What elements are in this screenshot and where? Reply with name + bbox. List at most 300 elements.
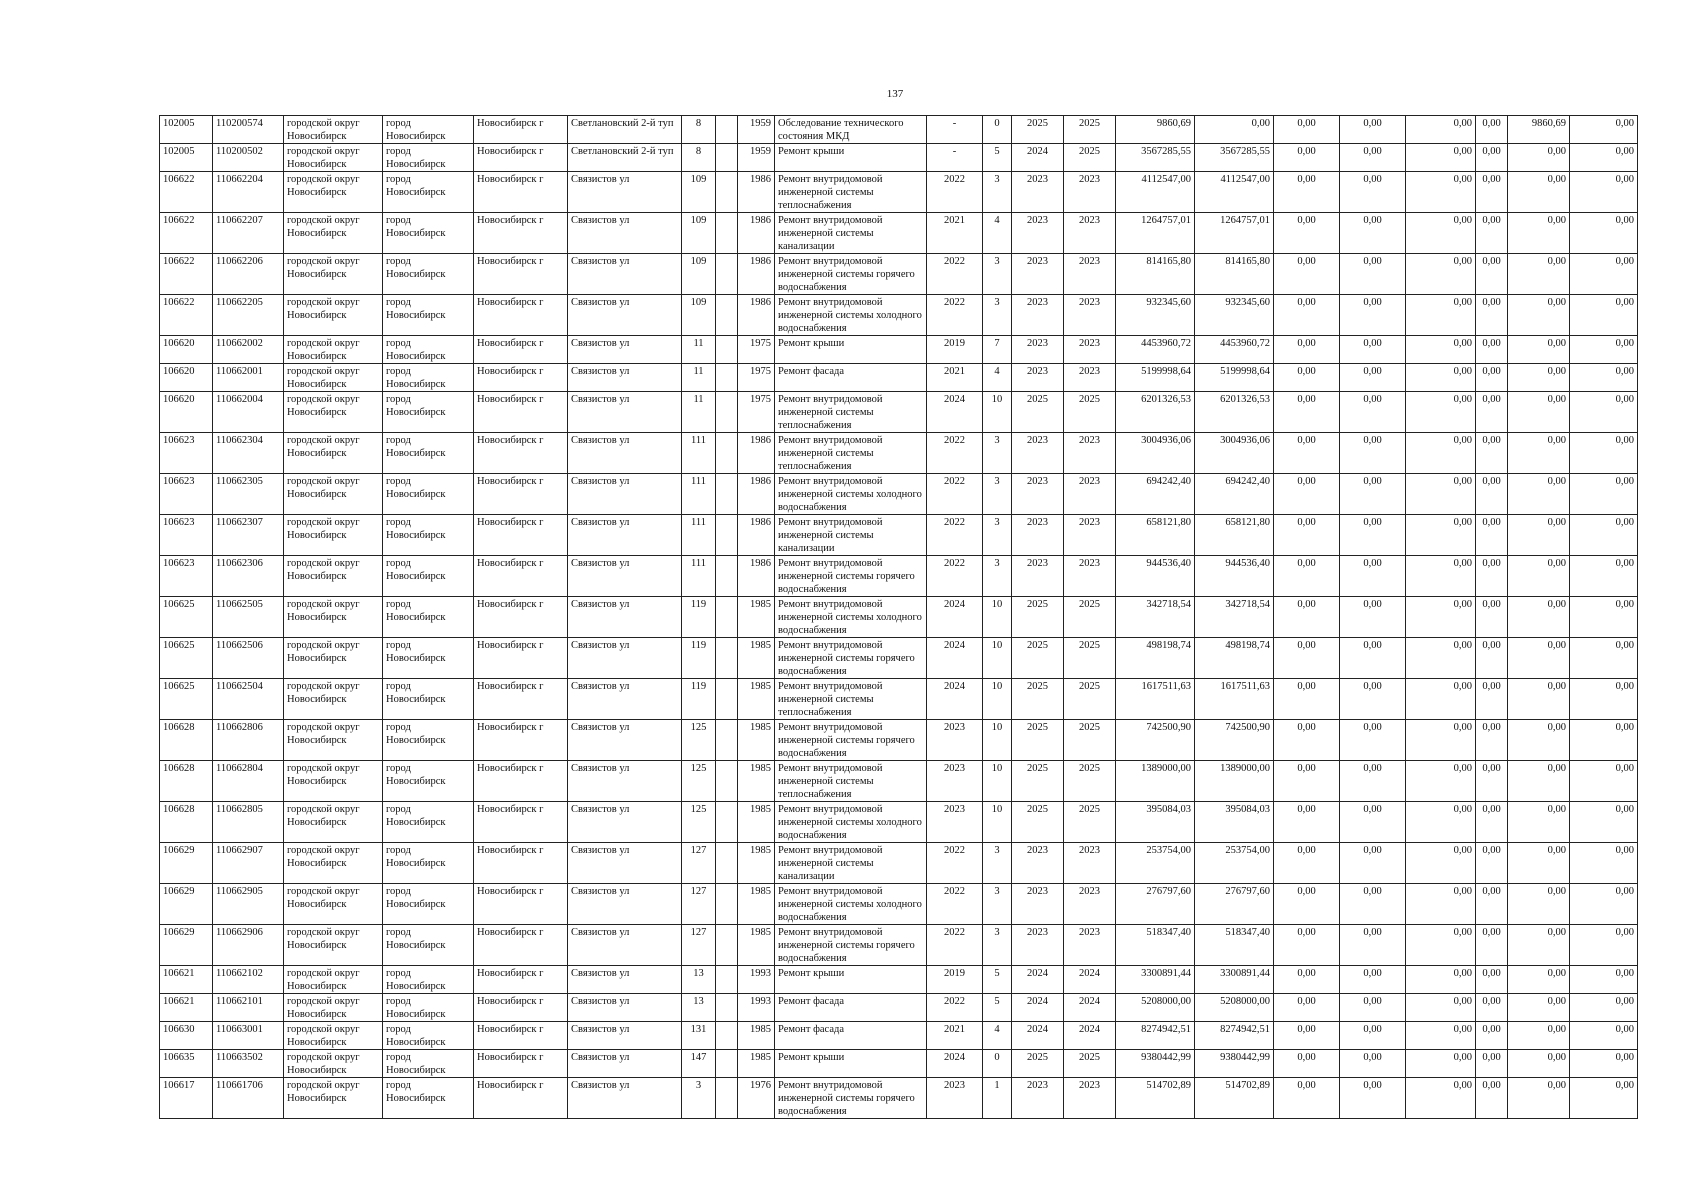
cell-budget-regional: 0,00 xyxy=(1340,1078,1406,1119)
cell-work-type: Ремонт внутридомовой инженерной системы канализации xyxy=(775,515,927,556)
cell-other-funds: 0,00 xyxy=(1476,474,1508,515)
cell-house-id: 102005 xyxy=(160,144,213,172)
cell-built-year: 1986 xyxy=(738,295,775,336)
cell-house-number: 111 xyxy=(682,474,716,515)
cell-total-cost: 4112547,00 xyxy=(1116,172,1195,213)
cell-street: Связистов ул xyxy=(568,515,682,556)
cell-term: 3 xyxy=(983,295,1012,336)
cell-planned-year: 2024 xyxy=(927,597,983,638)
cell-planned-year: - xyxy=(927,116,983,144)
cell-building xyxy=(716,213,738,254)
cell-budget-regional: 0,00 xyxy=(1340,213,1406,254)
cell-budget-local: 0,00 xyxy=(1406,295,1476,336)
cell-locality: Новосибирск г xyxy=(474,679,568,720)
cell-planned-year: 2024 xyxy=(927,1050,983,1078)
cell-budget-local: 0,00 xyxy=(1406,433,1476,474)
cell-house-number: 119 xyxy=(682,638,716,679)
cell-planned-year: 2023 xyxy=(927,802,983,843)
cell-start-year: 2023 xyxy=(1012,336,1064,364)
cell-municipal-district: городской округ Новосибирск xyxy=(284,925,383,966)
cell-settlement: город Новосибирск xyxy=(383,295,474,336)
cell-street: Связистов ул xyxy=(568,925,682,966)
cell-work-id: 110662004 xyxy=(213,392,284,433)
table-row xyxy=(160,116,1638,144)
cell-owners-funds: 0,00 xyxy=(1508,925,1570,966)
cell-building xyxy=(716,254,738,295)
cell-locality: Новосибирск г xyxy=(474,515,568,556)
cell-house-id: 106617 xyxy=(160,1078,213,1119)
cell-other-funds: 0,00 xyxy=(1476,392,1508,433)
cell-municipal-district: городской округ Новосибирск xyxy=(284,474,383,515)
cell-budget-local: 0,00 xyxy=(1406,556,1476,597)
cell-settlement: город Новосибирск xyxy=(383,254,474,295)
cell-work-type: Ремонт внутридомовой инженерной системы горячего водоснабжения xyxy=(775,254,927,295)
cell-budget-regional: 0,00 xyxy=(1340,994,1406,1022)
cell-municipal-district: городской округ Новосибирск xyxy=(284,1050,383,1078)
cell-built-year: 1975 xyxy=(738,392,775,433)
cell-owners-funds: 0,00 xyxy=(1508,364,1570,392)
cell-reserve: 0,00 xyxy=(1570,994,1638,1022)
cell-municipal-district: городской округ Новосибирск xyxy=(284,213,383,254)
cell-settlement: город Новосибирск xyxy=(383,144,474,172)
cell-municipal-district: городской округ Новосибирск xyxy=(284,254,383,295)
cell-owners-funds: 9860,69 xyxy=(1508,116,1570,144)
cell-term: 5 xyxy=(983,994,1012,1022)
cell-budget-regional: 0,00 xyxy=(1340,515,1406,556)
cell-reserve: 0,00 xyxy=(1570,1050,1638,1078)
cell-street: Связистов ул xyxy=(568,213,682,254)
cell-end-year: 2025 xyxy=(1064,679,1116,720)
cell-locality: Новосибирск г xyxy=(474,116,568,144)
cell-street: Связистов ул xyxy=(568,336,682,364)
cell-reserve: 0,00 xyxy=(1570,515,1638,556)
cell-owners-funds: 0,00 xyxy=(1508,144,1570,172)
cell-start-year: 2023 xyxy=(1012,254,1064,295)
cell-reserve: 0,00 xyxy=(1570,966,1638,994)
cell-owners-funds: 0,00 xyxy=(1508,172,1570,213)
cell-budget-local: 0,00 xyxy=(1406,1050,1476,1078)
cell-other-funds: 0,00 xyxy=(1476,172,1508,213)
cell-term: 10 xyxy=(983,761,1012,802)
cell-street: Связистов ул xyxy=(568,638,682,679)
cell-end-year: 2023 xyxy=(1064,172,1116,213)
cell-house-id: 106623 xyxy=(160,433,213,474)
cell-term: 10 xyxy=(983,679,1012,720)
cell-term: 10 xyxy=(983,638,1012,679)
cell-budget-local: 0,00 xyxy=(1406,802,1476,843)
cell-building xyxy=(716,761,738,802)
cell-reserve: 0,00 xyxy=(1570,884,1638,925)
cell-house-number: 8 xyxy=(682,116,716,144)
cell-budget-regional: 0,00 xyxy=(1340,884,1406,925)
cell-term: 3 xyxy=(983,925,1012,966)
cell-built-year: 1985 xyxy=(738,843,775,884)
cell-building xyxy=(716,1050,738,1078)
cell-total-cost: 3300891,44 xyxy=(1116,966,1195,994)
cell-reserve: 0,00 xyxy=(1570,597,1638,638)
cell-work-type: Ремонт внутридомовой инженерной системы теплоснабжения xyxy=(775,172,927,213)
cell-planned-year: 2022 xyxy=(927,172,983,213)
cell-planned-year: 2022 xyxy=(927,843,983,884)
cell-settlement: город Новосибирск xyxy=(383,433,474,474)
cell-owners-funds: 0,00 xyxy=(1508,1022,1570,1050)
cell-start-year: 2023 xyxy=(1012,364,1064,392)
cell-locality: Новосибирск г xyxy=(474,802,568,843)
cell-municipal-district: городской округ Новосибирск xyxy=(284,1078,383,1119)
cell-end-year: 2025 xyxy=(1064,638,1116,679)
cell-budget-local: 0,00 xyxy=(1406,336,1476,364)
cell-street: Связистов ул xyxy=(568,966,682,994)
cell-work-type: Ремонт внутридомовой инженерной системы теплоснабжения xyxy=(775,761,927,802)
cell-end-year: 2025 xyxy=(1064,116,1116,144)
cell-street: Связистов ул xyxy=(568,597,682,638)
cell-planned-year: 2022 xyxy=(927,994,983,1022)
cell-fund-cost: 5199998,64 xyxy=(1195,364,1274,392)
cell-settlement: город Новосибирск xyxy=(383,966,474,994)
cell-other-funds: 0,00 xyxy=(1476,556,1508,597)
cell-budget-local: 0,00 xyxy=(1406,144,1476,172)
cell-term: 3 xyxy=(983,172,1012,213)
cell-fund-cost: 1389000,00 xyxy=(1195,761,1274,802)
cell-reserve: 0,00 xyxy=(1570,925,1638,966)
cell-settlement: город Новосибирск xyxy=(383,994,474,1022)
cell-work-id: 110662806 xyxy=(213,720,284,761)
cell-budget-federal: 0,00 xyxy=(1274,254,1340,295)
cell-planned-year: 2023 xyxy=(927,720,983,761)
cell-owners-funds: 0,00 xyxy=(1508,802,1570,843)
cell-built-year: 1986 xyxy=(738,556,775,597)
cell-work-id: 110662206 xyxy=(213,254,284,295)
cell-reserve: 0,00 xyxy=(1570,1078,1638,1119)
cell-owners-funds: 0,00 xyxy=(1508,638,1570,679)
cell-house-id: 106620 xyxy=(160,392,213,433)
cell-house-id: 106622 xyxy=(160,213,213,254)
cell-built-year: 1993 xyxy=(738,966,775,994)
cell-owners-funds: 0,00 xyxy=(1508,336,1570,364)
cell-reserve: 0,00 xyxy=(1570,144,1638,172)
cell-work-type: Ремонт внутридомовой инженерной системы холодного водоснабжения xyxy=(775,295,927,336)
cell-locality: Новосибирск г xyxy=(474,925,568,966)
cell-settlement: город Новосибирск xyxy=(383,172,474,213)
cell-reserve: 0,00 xyxy=(1570,638,1638,679)
table-row xyxy=(160,761,1638,802)
cell-locality: Новосибирск г xyxy=(474,213,568,254)
cell-budget-federal: 0,00 xyxy=(1274,295,1340,336)
cell-owners-funds: 0,00 xyxy=(1508,556,1570,597)
cell-start-year: 2025 xyxy=(1012,392,1064,433)
cell-fund-cost: 658121,80 xyxy=(1195,515,1274,556)
cell-end-year: 2023 xyxy=(1064,213,1116,254)
cell-reserve: 0,00 xyxy=(1570,392,1638,433)
cell-total-cost: 3004936,06 xyxy=(1116,433,1195,474)
cell-budget-federal: 0,00 xyxy=(1274,172,1340,213)
cell-house-id: 106629 xyxy=(160,884,213,925)
cell-other-funds: 0,00 xyxy=(1476,336,1508,364)
cell-fund-cost: 742500,90 xyxy=(1195,720,1274,761)
table-row xyxy=(160,364,1638,392)
cell-total-cost: 514702,89 xyxy=(1116,1078,1195,1119)
cell-total-cost: 9380442,99 xyxy=(1116,1050,1195,1078)
cell-work-id: 110662304 xyxy=(213,433,284,474)
cell-built-year: 1985 xyxy=(738,802,775,843)
cell-budget-local: 0,00 xyxy=(1406,515,1476,556)
cell-built-year: 1985 xyxy=(738,720,775,761)
cell-owners-funds: 0,00 xyxy=(1508,433,1570,474)
cell-built-year: 1986 xyxy=(738,474,775,515)
cell-work-type: Ремонт внутридомовой инженерной системы теплоснабжения xyxy=(775,433,927,474)
cell-built-year: 1985 xyxy=(738,679,775,720)
cell-total-cost: 4453960,72 xyxy=(1116,336,1195,364)
cell-start-year: 2023 xyxy=(1012,843,1064,884)
table-row xyxy=(160,254,1638,295)
cell-house-number: 119 xyxy=(682,679,716,720)
cell-reserve: 0,00 xyxy=(1570,116,1638,144)
cell-budget-federal: 0,00 xyxy=(1274,392,1340,433)
cell-street: Связистов ул xyxy=(568,172,682,213)
cell-budget-federal: 0,00 xyxy=(1274,336,1340,364)
table-row xyxy=(160,925,1638,966)
cell-budget-federal: 0,00 xyxy=(1274,884,1340,925)
cell-municipal-district: городской округ Новосибирск xyxy=(284,364,383,392)
cell-start-year: 2025 xyxy=(1012,679,1064,720)
cell-house-id: 106625 xyxy=(160,597,213,638)
cell-other-funds: 0,00 xyxy=(1476,213,1508,254)
cell-built-year: 1986 xyxy=(738,254,775,295)
cell-start-year: 2023 xyxy=(1012,925,1064,966)
cell-fund-cost: 253754,00 xyxy=(1195,843,1274,884)
cell-municipal-district: городской округ Новосибирск xyxy=(284,843,383,884)
cell-budget-regional: 0,00 xyxy=(1340,679,1406,720)
table-row xyxy=(160,843,1638,884)
cell-planned-year: 2024 xyxy=(927,638,983,679)
cell-built-year: 1985 xyxy=(738,597,775,638)
cell-budget-regional: 0,00 xyxy=(1340,336,1406,364)
cell-budget-local: 0,00 xyxy=(1406,1078,1476,1119)
cell-budget-regional: 0,00 xyxy=(1340,144,1406,172)
cell-street: Связистов ул xyxy=(568,392,682,433)
cell-house-id: 106623 xyxy=(160,474,213,515)
cell-budget-federal: 0,00 xyxy=(1274,144,1340,172)
cell-fund-cost: 395084,03 xyxy=(1195,802,1274,843)
cell-built-year: 1976 xyxy=(738,1078,775,1119)
cell-fund-cost: 814165,80 xyxy=(1195,254,1274,295)
cell-building xyxy=(716,515,738,556)
cell-end-year: 2023 xyxy=(1064,843,1116,884)
cell-end-year: 2023 xyxy=(1064,1078,1116,1119)
cell-owners-funds: 0,00 xyxy=(1508,761,1570,802)
cell-settlement: город Новосибирск xyxy=(383,802,474,843)
cell-work-type: Ремонт внутридомовой инженерной системы холодного водоснабжения xyxy=(775,884,927,925)
cell-term: 3 xyxy=(983,843,1012,884)
cell-other-funds: 0,00 xyxy=(1476,254,1508,295)
cell-house-number: 11 xyxy=(682,392,716,433)
table-row xyxy=(160,802,1638,843)
cell-end-year: 2023 xyxy=(1064,515,1116,556)
cell-budget-federal: 0,00 xyxy=(1274,213,1340,254)
cell-budget-regional: 0,00 xyxy=(1340,172,1406,213)
cell-settlement: город Новосибирск xyxy=(383,638,474,679)
cell-settlement: город Новосибирск xyxy=(383,1050,474,1078)
cell-locality: Новосибирск г xyxy=(474,1078,568,1119)
cell-term: 3 xyxy=(983,433,1012,474)
cell-end-year: 2023 xyxy=(1064,433,1116,474)
cell-house-id: 106620 xyxy=(160,364,213,392)
cell-start-year: 2023 xyxy=(1012,172,1064,213)
cell-total-cost: 9860,69 xyxy=(1116,116,1195,144)
cell-building xyxy=(716,679,738,720)
cell-built-year: 1985 xyxy=(738,638,775,679)
table-row xyxy=(160,966,1638,994)
cell-built-year: 1959 xyxy=(738,116,775,144)
cell-term: 5 xyxy=(983,966,1012,994)
cell-total-cost: 6201326,53 xyxy=(1116,392,1195,433)
cell-planned-year: 2022 xyxy=(927,433,983,474)
cell-other-funds: 0,00 xyxy=(1476,720,1508,761)
cell-municipal-district: городской округ Новосибирск xyxy=(284,761,383,802)
cell-locality: Новосибирск г xyxy=(474,433,568,474)
cell-locality: Новосибирск г xyxy=(474,392,568,433)
cell-budget-regional: 0,00 xyxy=(1340,433,1406,474)
cell-building xyxy=(716,392,738,433)
table-row xyxy=(160,474,1638,515)
cell-term: 0 xyxy=(983,116,1012,144)
cell-total-cost: 518347,40 xyxy=(1116,925,1195,966)
cell-budget-local: 0,00 xyxy=(1406,254,1476,295)
cell-budget-federal: 0,00 xyxy=(1274,116,1340,144)
cell-owners-funds: 0,00 xyxy=(1508,474,1570,515)
cell-owners-funds: 0,00 xyxy=(1508,254,1570,295)
cell-start-year: 2025 xyxy=(1012,802,1064,843)
cell-building xyxy=(716,433,738,474)
cell-total-cost: 658121,80 xyxy=(1116,515,1195,556)
cell-planned-year: 2019 xyxy=(927,966,983,994)
cell-house-number: 127 xyxy=(682,843,716,884)
cell-reserve: 0,00 xyxy=(1570,802,1638,843)
cell-budget-regional: 0,00 xyxy=(1340,802,1406,843)
cell-budget-local: 0,00 xyxy=(1406,966,1476,994)
cell-built-year: 1975 xyxy=(738,336,775,364)
cell-street: Связистов ул xyxy=(568,433,682,474)
cell-work-id: 110662205 xyxy=(213,295,284,336)
cell-term: 3 xyxy=(983,254,1012,295)
cell-end-year: 2023 xyxy=(1064,364,1116,392)
cell-work-id: 110662002 xyxy=(213,336,284,364)
cell-street: Связистов ул xyxy=(568,884,682,925)
cell-fund-cost: 0,00 xyxy=(1195,116,1274,144)
cell-street: Связистов ул xyxy=(568,1078,682,1119)
cell-work-id: 110662001 xyxy=(213,364,284,392)
cell-street: Связистов ул xyxy=(568,843,682,884)
cell-street: Связистов ул xyxy=(568,556,682,597)
cell-budget-local: 0,00 xyxy=(1406,1022,1476,1050)
cell-reserve: 0,00 xyxy=(1570,364,1638,392)
cell-budget-regional: 0,00 xyxy=(1340,116,1406,144)
cell-municipal-district: городской округ Новосибирск xyxy=(284,597,383,638)
cell-other-funds: 0,00 xyxy=(1476,597,1508,638)
cell-building xyxy=(716,116,738,144)
cell-work-id: 110662102 xyxy=(213,966,284,994)
cell-settlement: город Новосибирск xyxy=(383,843,474,884)
cell-fund-cost: 498198,74 xyxy=(1195,638,1274,679)
cell-reserve: 0,00 xyxy=(1570,336,1638,364)
cell-house-id: 106628 xyxy=(160,802,213,843)
cell-locality: Новосибирск г xyxy=(474,1022,568,1050)
cell-reserve: 0,00 xyxy=(1570,433,1638,474)
cell-work-type: Ремонт фасада xyxy=(775,994,927,1022)
cell-municipal-district: городской округ Новосибирск xyxy=(284,392,383,433)
cell-budget-regional: 0,00 xyxy=(1340,392,1406,433)
cell-work-type: Ремонт внутридомовой инженерной системы теплоснабжения xyxy=(775,679,927,720)
cell-municipal-district: городской округ Новосибирск xyxy=(284,966,383,994)
cell-work-id: 110662505 xyxy=(213,597,284,638)
cell-budget-federal: 0,00 xyxy=(1274,925,1340,966)
cell-end-year: 2023 xyxy=(1064,254,1116,295)
cell-budget-regional: 0,00 xyxy=(1340,843,1406,884)
cell-total-cost: 498198,74 xyxy=(1116,638,1195,679)
cell-work-id: 110662207 xyxy=(213,213,284,254)
cell-fund-cost: 8274942,51 xyxy=(1195,1022,1274,1050)
cell-budget-regional: 0,00 xyxy=(1340,720,1406,761)
cell-budget-local: 0,00 xyxy=(1406,884,1476,925)
table-row xyxy=(160,884,1638,925)
cell-planned-year: 2022 xyxy=(927,884,983,925)
table-row xyxy=(160,720,1638,761)
cell-municipal-district: городской округ Новосибирск xyxy=(284,172,383,213)
cell-street: Связистов ул xyxy=(568,474,682,515)
cell-budget-local: 0,00 xyxy=(1406,925,1476,966)
cell-budget-regional: 0,00 xyxy=(1340,966,1406,994)
table-row xyxy=(160,597,1638,638)
table-row xyxy=(160,144,1638,172)
cell-term: 7 xyxy=(983,336,1012,364)
cell-settlement: город Новосибирск xyxy=(383,515,474,556)
cell-work-type: Обследование технического состояния МКД xyxy=(775,116,927,144)
cell-settlement: город Новосибирск xyxy=(383,884,474,925)
cell-locality: Новосибирск г xyxy=(474,843,568,884)
cell-built-year: 1975 xyxy=(738,364,775,392)
cell-other-funds: 0,00 xyxy=(1476,994,1508,1022)
cell-built-year: 1986 xyxy=(738,213,775,254)
cell-total-cost: 8274942,51 xyxy=(1116,1022,1195,1050)
cell-other-funds: 0,00 xyxy=(1476,884,1508,925)
cell-municipal-district: городской округ Новосибирск xyxy=(284,116,383,144)
table-row xyxy=(160,638,1638,679)
cell-budget-regional: 0,00 xyxy=(1340,1050,1406,1078)
cell-budget-regional: 0,00 xyxy=(1340,597,1406,638)
cell-house-id: 106622 xyxy=(160,295,213,336)
table-row xyxy=(160,1022,1638,1050)
cell-work-type: Ремонт фасада xyxy=(775,364,927,392)
cell-house-id: 106623 xyxy=(160,556,213,597)
cell-locality: Новосибирск г xyxy=(474,295,568,336)
cell-planned-year: - xyxy=(927,144,983,172)
cell-budget-regional: 0,00 xyxy=(1340,1022,1406,1050)
cell-budget-federal: 0,00 xyxy=(1274,966,1340,994)
cell-work-id: 110662307 xyxy=(213,515,284,556)
cell-other-funds: 0,00 xyxy=(1476,966,1508,994)
cell-settlement: город Новосибирск xyxy=(383,1022,474,1050)
cell-term: 5 xyxy=(983,144,1012,172)
cell-settlement: город Новосибирск xyxy=(383,364,474,392)
cell-planned-year: 2023 xyxy=(927,761,983,802)
cell-planned-year: 2019 xyxy=(927,336,983,364)
cell-locality: Новосибирск г xyxy=(474,597,568,638)
cell-house-number: 109 xyxy=(682,254,716,295)
cell-reserve: 0,00 xyxy=(1570,1022,1638,1050)
cell-house-id: 106622 xyxy=(160,254,213,295)
cell-budget-federal: 0,00 xyxy=(1274,1050,1340,1078)
cell-start-year: 2025 xyxy=(1012,116,1064,144)
